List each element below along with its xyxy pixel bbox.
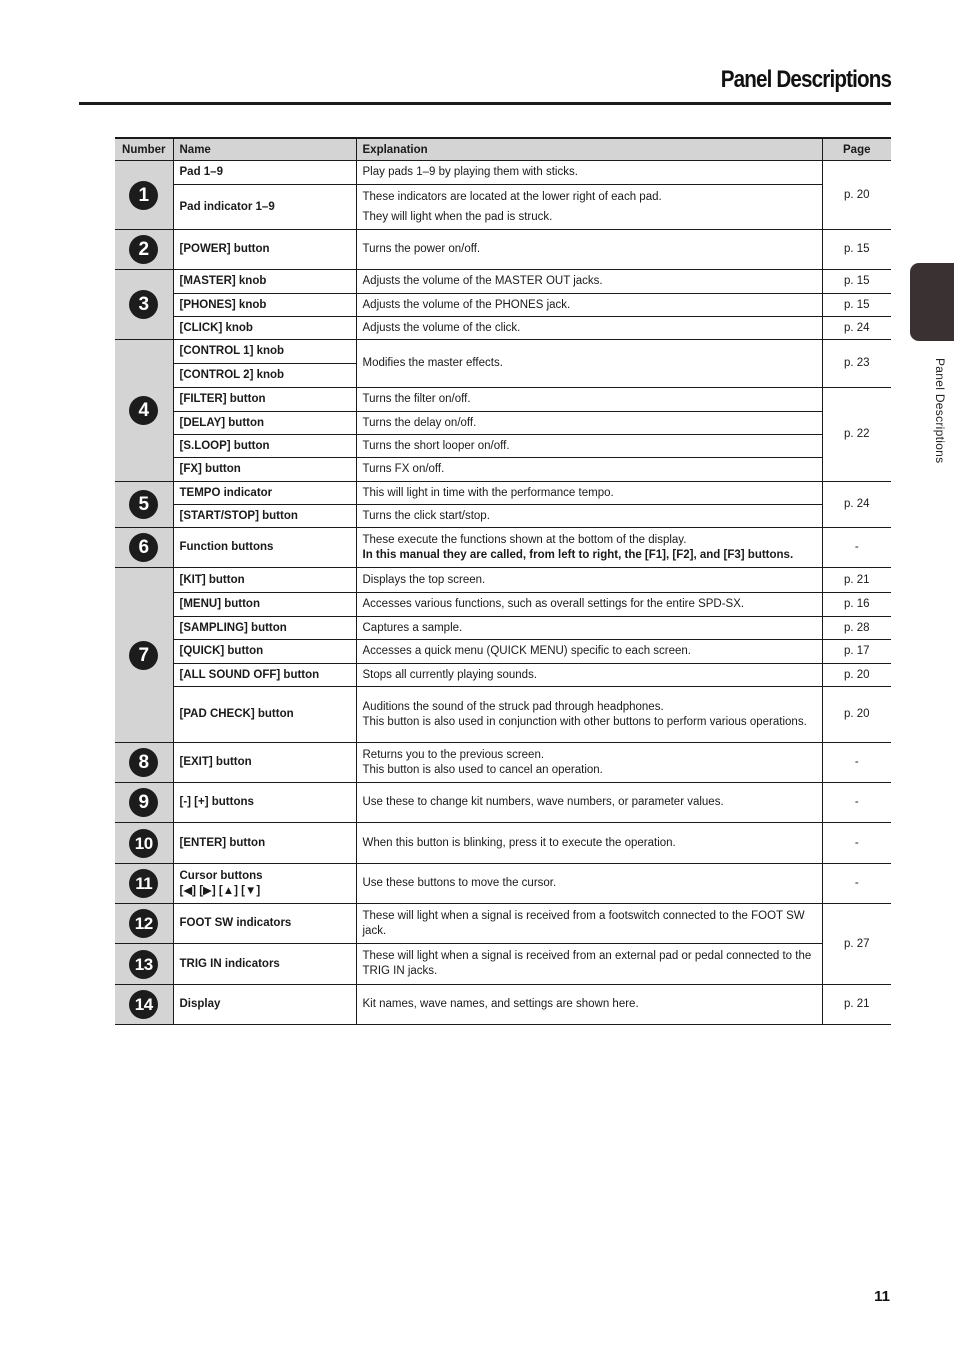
panel-descriptions-table — [115, 137, 891, 1025]
explanation-cell: Turns the power on/off. — [356, 230, 822, 270]
page-cell: p. 24 — [822, 317, 891, 340]
table-row — [115, 505, 891, 528]
number-cell — [115, 783, 173, 823]
name-cell: [S.LOOP] button — [173, 435, 356, 458]
side-tab-label: Panel Descriptions — [933, 358, 947, 464]
table-row — [115, 593, 891, 617]
page-cell: p. 20 — [822, 687, 891, 743]
explanation-line: These execute the functions shown at the bottom of the display. — [362, 533, 687, 546]
table-row — [115, 412, 891, 435]
number-cell — [115, 528, 173, 568]
explanation-cell: Adjusts the volume of the click. — [356, 317, 822, 340]
table-row — [115, 317, 891, 340]
number-cell — [115, 864, 173, 904]
explanation-line: Auditions the sound of the struck pad through headphones. — [362, 700, 664, 713]
page-cell: p. 20 — [822, 161, 891, 230]
name-cell: TRIG IN indicators — [173, 944, 356, 985]
page-cell: p. 20 — [822, 664, 891, 687]
explanation-cell: Kit names, wave names, and settings are shown here. — [356, 985, 822, 1025]
table-row — [115, 161, 891, 185]
table-row — [115, 482, 891, 505]
page-cell: - — [822, 783, 891, 823]
table-row — [115, 230, 891, 270]
title-rule — [79, 102, 891, 105]
table-row — [115, 823, 891, 864]
explanation-cell: Accesses various functions, such as overall settings for the entire SPD-SX. — [356, 593, 822, 617]
table-row — [115, 528, 891, 568]
number-cell — [115, 904, 173, 944]
table-row — [115, 640, 891, 664]
name-cell: [CONTROL 2] knob — [173, 364, 356, 388]
number-cell — [115, 270, 173, 340]
table-row — [115, 270, 891, 294]
name-cell: TEMPO indicator — [173, 482, 356, 505]
number-badge: 3 — [129, 290, 158, 319]
number-badge: 5 — [129, 490, 158, 519]
explanation-cell: Captures a sample. — [356, 617, 822, 640]
number-cell — [115, 230, 173, 270]
cursor-arrows: [◀] [▶] [▲] [▼] — [179, 884, 261, 897]
table-row — [115, 185, 891, 230]
name-cell — [173, 864, 356, 904]
header-number: Number — [115, 138, 173, 161]
number-badge: 2 — [129, 235, 158, 264]
page-cell: p. 15 — [822, 270, 891, 294]
name-cell: [-] [+] buttons — [173, 783, 356, 823]
page-title: Panel Descriptions — [720, 66, 891, 93]
number-badge: 13 — [129, 950, 158, 979]
page-number: 11 — [874, 1288, 890, 1305]
explanation-line: These indicators are located at the lower right of each pad. — [362, 191, 662, 203]
page-cell: p. 17 — [822, 640, 891, 664]
name-cell: [PHONES] knob — [173, 294, 356, 317]
table-row — [115, 743, 891, 783]
number-badge: 12 — [129, 909, 158, 938]
page-cell: p. 24 — [822, 482, 891, 528]
explanation-line: In this manual they are called, from left to right, the [F1], [F2], and [F3] buttons. — [362, 548, 794, 561]
name-cell: [SAMPLING] button — [173, 617, 356, 640]
explanation-cell: Turns FX on/off. — [356, 458, 822, 482]
explanation-cell: These will light when a signal is received from an external pad or pedal connected to the TRIG IN jacks. — [356, 944, 822, 985]
name-cell: [KIT] button — [173, 568, 356, 593]
name-cell: Pad 1–9 — [173, 161, 356, 185]
name-cell: [START/STOP] button — [173, 505, 356, 528]
name-cell: [MASTER] knob — [173, 270, 356, 294]
number-badge: 10 — [129, 829, 158, 858]
number-cell — [115, 743, 173, 783]
explanation-cell: These will light when a signal is received from a footswitch connected to the FOOT SW jack. — [356, 904, 822, 944]
table-row — [115, 388, 891, 412]
explanation-cell: Use these buttons to move the cursor. — [356, 864, 822, 904]
explanation-cell: Stops all currently playing sounds. — [356, 664, 822, 687]
explanation-line: This button is also used to cancel an operation. — [362, 763, 603, 776]
header-name: Name — [173, 138, 356, 161]
page-cell: - — [822, 743, 891, 783]
explanation-cell: Adjusts the volume of the PHONES jack. — [356, 294, 822, 317]
explanation-cell: Accesses a quick menu (QUICK MENU) specific to each screen. — [356, 640, 822, 664]
name-cell: [FX] button — [173, 458, 356, 482]
number-badge: 6 — [129, 533, 158, 562]
explanation-cell: Play pads 1–9 by playing them with sticks. — [356, 161, 822, 185]
explanation-line: Returns you to the previous screen. — [362, 748, 545, 761]
explanation-cell: Turns the filter on/off. — [356, 388, 822, 412]
explanation-cell — [356, 687, 822, 743]
explanation-cell: Turns the click start/stop. — [356, 505, 822, 528]
table-row — [115, 904, 891, 944]
number-badge: 7 — [129, 641, 158, 670]
table-row — [115, 783, 891, 823]
name-cell: [ALL SOUND OFF] button — [173, 664, 356, 687]
name-cell: [DELAY] button — [173, 412, 356, 435]
page-cell: p. 23 — [822, 340, 891, 388]
explanation-line: They will light when the pad is struck. — [362, 211, 553, 223]
explanation-cell: When this button is blinking, press it to execute the operation. — [356, 823, 822, 864]
explanation-cell: Turns the short looper on/off. — [356, 435, 822, 458]
page-cell: p. 28 — [822, 617, 891, 640]
name-cell: [ENTER] button — [173, 823, 356, 864]
table-row — [115, 944, 891, 985]
page-cell: - — [822, 823, 891, 864]
table-row — [115, 458, 891, 482]
number-badge: 4 — [129, 396, 158, 425]
table-row — [115, 340, 891, 364]
name-cell: [EXIT] button — [173, 743, 356, 783]
table-row — [115, 664, 891, 687]
name-cell: [CLICK] knob — [173, 317, 356, 340]
explanation-cell: Modifies the master effects. — [356, 340, 822, 388]
table-row — [115, 435, 891, 458]
explanation-cell: This will light in time with the performance tempo. — [356, 482, 822, 505]
page-cell: p. 15 — [822, 230, 891, 270]
side-tab — [910, 263, 954, 341]
number-cell — [115, 823, 173, 864]
name-cell: [MENU] button — [173, 593, 356, 617]
page-cell: p. 21 — [822, 985, 891, 1025]
table-row — [115, 617, 891, 640]
name-cell: Pad indicator 1–9 — [173, 185, 356, 230]
name-line: Cursor buttons — [179, 869, 263, 882]
table-row — [115, 687, 891, 743]
page-cell: p. 15 — [822, 294, 891, 317]
name-cell: Function buttons — [173, 528, 356, 568]
name-cell: [FILTER] button — [173, 388, 356, 412]
explanation-cell — [356, 743, 822, 783]
table-row — [115, 985, 891, 1025]
name-cell: Display — [173, 985, 356, 1025]
name-cell: [POWER] button — [173, 230, 356, 270]
table-row — [115, 864, 891, 904]
name-cell: [PAD CHECK] button — [173, 687, 356, 743]
page-cell: p. 21 — [822, 568, 891, 593]
number-badge: 1 — [129, 181, 158, 210]
explanation-cell — [356, 185, 822, 230]
table-row — [115, 568, 891, 593]
explanation-line: This button is also used in conjunction with other buttons to perform various operations. — [362, 715, 807, 728]
explanation-cell: Use these to change kit numbers, wave numbers, or parameter values. — [356, 783, 822, 823]
number-cell — [115, 340, 173, 482]
page-cell: p. 27 — [822, 904, 891, 985]
number-cell — [115, 568, 173, 743]
number-cell — [115, 985, 173, 1025]
explanation-cell: Turns the delay on/off. — [356, 412, 822, 435]
number-badge: 11 — [129, 869, 158, 898]
explanation-cell: Adjusts the volume of the MASTER OUT jacks. — [356, 270, 822, 294]
number-cell — [115, 944, 173, 985]
page-cell: p. 16 — [822, 593, 891, 617]
explanation-cell: Displays the top screen. — [356, 568, 822, 593]
table-row — [115, 294, 891, 317]
number-badge: 14 — [129, 990, 158, 1019]
number-badge: 9 — [129, 788, 158, 817]
page-cell: - — [822, 528, 891, 568]
name-cell: [CONTROL 1] knob — [173, 340, 356, 364]
number-badge: 8 — [129, 748, 158, 777]
header-explanation: Explanation — [356, 138, 822, 161]
name-cell: FOOT SW indicators — [173, 904, 356, 944]
number-cell — [115, 161, 173, 230]
page-cell: p. 22 — [822, 388, 891, 482]
table-header-row — [115, 138, 891, 161]
page-cell: - — [822, 864, 891, 904]
explanation-cell — [356, 528, 822, 568]
header-page: Page — [822, 138, 891, 161]
name-cell: [QUICK] button — [173, 640, 356, 664]
number-cell — [115, 482, 173, 528]
